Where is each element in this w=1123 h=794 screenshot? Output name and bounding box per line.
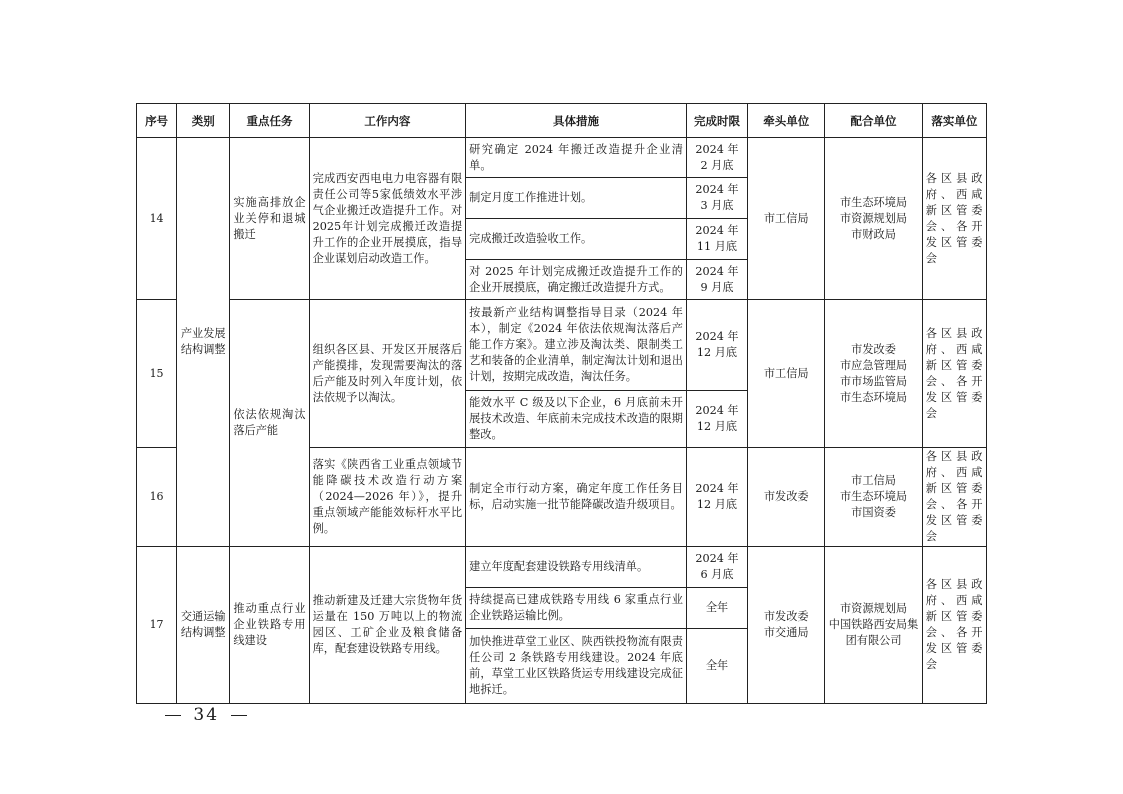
deadline-cell: 2024 年 9 月底 — [686, 260, 747, 300]
work-content-cell: 落实《陕西省工业重点领域节能降碳技术改造行动方案（2024—2026 年）》，提升重点领域产能能效标杆水平比例。 — [309, 448, 466, 547]
measure-cell: 持续提高已建成铁路专用线 6 家重点行业企业铁路运输比例。 — [466, 588, 687, 629]
deadline-cell: 2024 年 12 月底 — [686, 391, 747, 448]
task-table — [136, 103, 987, 704]
lead-unit-cell: 市发改委 — [748, 448, 825, 547]
dash-left — [165, 715, 181, 717]
deadline-cell: 2024 年 12 月底 — [686, 448, 747, 547]
coop-unit-cell: 市资源规划局 中国铁路西安局集团有限公司 — [825, 547, 922, 704]
measure-cell: 建立年度配套建设铁路专用线清单。 — [466, 547, 687, 588]
deadline-cell: 全年 — [686, 588, 747, 629]
measure-cell: 研究确定 2024 年搬迁改造提升企业清单。 — [466, 138, 687, 178]
page-number: 34 — [193, 705, 220, 725]
measure-cell: 对 2025 年计划完成搬迁改造提升工作的企业开展摸底，确定搬迁改造提升方式。 — [466, 260, 687, 300]
measure-cell: 制定全市行动方案，确定年度工作任务目标，启动实施一批节能降碳改造升级项目。 — [466, 448, 687, 547]
coop-unit-cell: 市生态环境局 市资源规划局 市财政局 — [825, 138, 922, 300]
table-row — [137, 138, 987, 178]
work-content-cell: 组织各区县、开发区开展落后产能摸排，发现需要淘汰的落后产能及时列入年度计划，依法依规予以淘汰。 — [309, 300, 466, 448]
header-measures: 具体措施 — [466, 104, 687, 138]
coop-unit-cell: 市工信局 市生态环境局 市国资委 — [825, 448, 922, 547]
coop-unit-cell: 市发改委 市应急管理局 市市场监管局 市生态环境局 — [825, 300, 922, 448]
header-lead-unit: 牵头单位 — [748, 104, 825, 138]
header-key-task: 重点任务 — [230, 104, 309, 138]
impl-unit-cell: 各区县政府、西咸新区管委会、各开发区管委会 — [922, 448, 986, 547]
impl-unit-cell: 各区县政府、西咸新区管委会、各开发区管委会 — [922, 138, 986, 300]
measure-cell: 制定月度工作推进计划。 — [466, 178, 687, 219]
header-work-content: 工作内容 — [309, 104, 466, 138]
table-row — [137, 547, 987, 588]
measure-cell: 加快推进草堂工业区、陕西铁投物流有限责任公司 2 条铁路专用线建设。2024 年底前，草堂工业区铁路货运专用线建设完成征地拆迁。 — [466, 629, 687, 704]
lead-unit-cell: 市工信局 — [748, 138, 825, 300]
deadline-cell: 全年 — [686, 629, 747, 704]
table-row — [137, 300, 987, 391]
impl-unit-cell: 各区县政府、西咸新区管委会、各开发区管委会 — [922, 300, 986, 448]
lead-unit-cell: 市发改委 市交通局 — [748, 547, 825, 704]
work-content-cell: 推动新建及迁建大宗货物年货运量在 150 万吨以上的物流园区、工矿企业及粮食储备库，配套建设铁路专用线。 — [309, 547, 466, 704]
deadline-cell: 2024 年 11 月底 — [686, 219, 747, 260]
dash-right — [231, 715, 247, 717]
header-no: 序号 — [137, 104, 177, 138]
row-number: 17 — [137, 547, 177, 704]
deadline-cell: 2024 年 2 月底 — [686, 138, 747, 178]
row-number: 15 — [137, 300, 177, 448]
key-task-cell: 实施高排放企业关停和退城搬迁 — [230, 138, 309, 300]
header-impl-unit: 落实单位 — [922, 104, 986, 138]
key-task-cell: 推动重点行业企业铁路专用线建设 — [230, 547, 309, 704]
measure-cell: 按最新产业结构调整指导目录（2024 年本），制定《2024 年依法依规淘汰落后产能工作方案》。建立涉及淘汰类、限制类工艺和装备的企业清单，制定淘汰计划和退出计划，按期完成改造，淘汰任务。 — [466, 300, 687, 391]
impl-unit-cell: 各区县政府、西咸新区管委会、各开发区管委会 — [922, 547, 986, 704]
key-task-cell: 依法依规淘汰落后产能 — [230, 300, 309, 547]
row-number: 16 — [137, 448, 177, 547]
page-footer — [160, 705, 252, 725]
lead-unit-cell: 市工信局 — [748, 300, 825, 448]
header-category: 类别 — [177, 104, 230, 138]
table-header-row — [137, 104, 987, 138]
category-cell: 交通运输结构调整 — [177, 547, 230, 704]
measure-cell: 完成搬迁改造验收工作。 — [466, 219, 687, 260]
deadline-cell: 2024 年 6 月底 — [686, 547, 747, 588]
deadline-cell: 2024 年 3 月底 — [686, 178, 747, 219]
header-coop-unit: 配合单位 — [825, 104, 922, 138]
header-deadline: 完成时限 — [686, 104, 747, 138]
measure-cell: 能效水平 C 级及以下企业，6 月底前未开展技术改造、年底前未完成技术改造的限期整改。 — [466, 391, 687, 448]
row-number: 14 — [137, 138, 177, 300]
work-content-cell: 完成西安西电电力电容器有限责任公司等5家低绩效水平涉气企业搬迁改造提升工作。对2025年计划完成搬迁改造提升工作的企业开展摸底，指导企业谋划启动改造工作。 — [309, 138, 466, 300]
category-cell: 产业发展结构调整 — [177, 138, 230, 547]
deadline-cell: 2024 年 12 月底 — [686, 300, 747, 391]
